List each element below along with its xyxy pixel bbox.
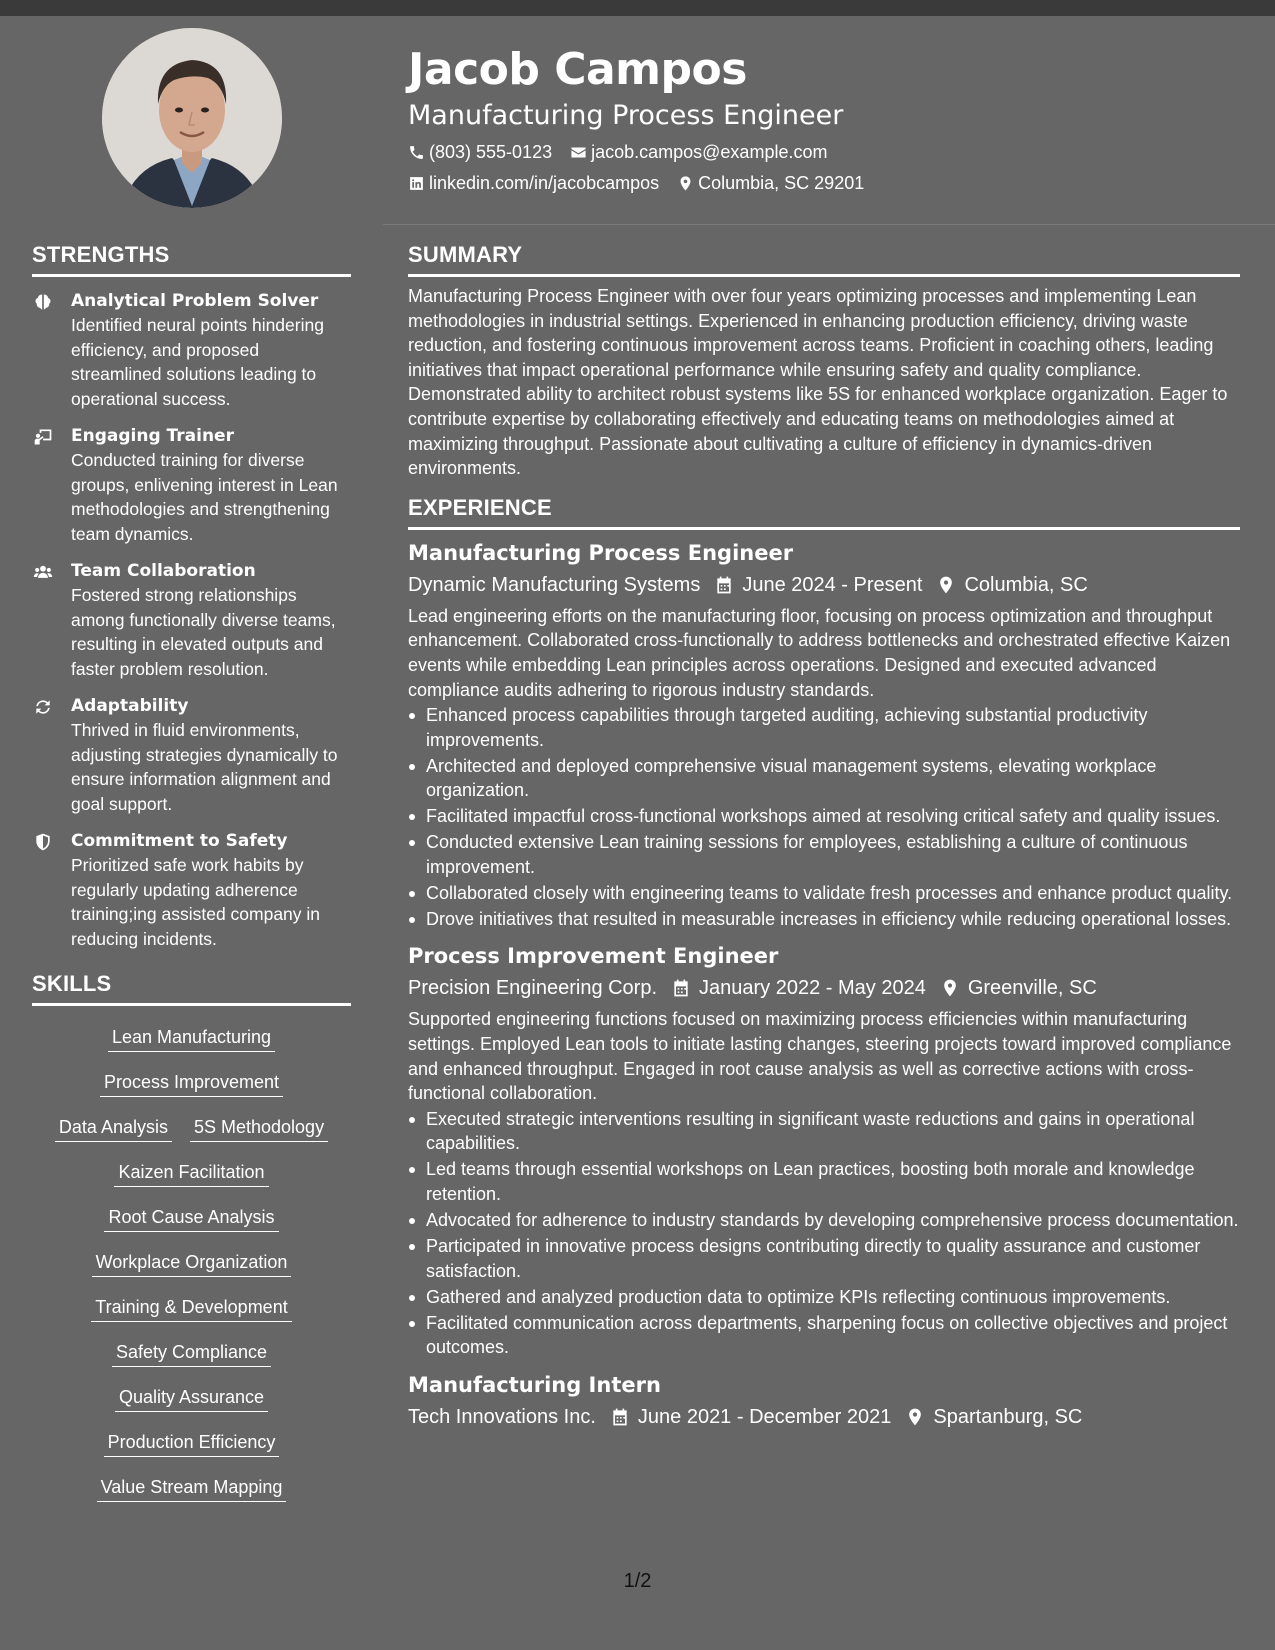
header-divider bbox=[383, 224, 1275, 225]
top-bar bbox=[0, 0, 1275, 16]
bullet-item: Led teams through essential workshops on Lean practices, boosting both morale and knowledge retention. bbox=[408, 1157, 1240, 1206]
contact-line-2 bbox=[408, 170, 1248, 196]
strength-desc: Prioritized safe work habits by regularly updating adherence training;ing assisted company in reducing incidents. bbox=[71, 855, 321, 949]
candidate-name: Jacob Campos bbox=[408, 44, 747, 95]
skill-tag: Production Efficiency bbox=[104, 1429, 280, 1457]
bullet-item: Conducted extensive Lean training sessions for employees, establishing a culture of continuous improvement. bbox=[408, 830, 1240, 879]
job-company: Dynamic Manufacturing Systems bbox=[408, 573, 701, 596]
candidate-title: Manufacturing Process Engineer bbox=[408, 100, 844, 131]
linkedin-icon bbox=[408, 175, 425, 192]
right-column bbox=[408, 240, 1240, 1432]
strength-title: Team Collaboration bbox=[71, 561, 256, 581]
job-meta bbox=[408, 1402, 1240, 1432]
bullet-item: Enhanced process capabilities through targeted auditing, achieving substantial productivity improvements. bbox=[408, 703, 1240, 752]
skill-tag: Root Cause Analysis bbox=[104, 1204, 278, 1232]
strength-title: Adaptability bbox=[71, 696, 189, 716]
skills-list bbox=[32, 1016, 351, 1511]
skill-tag: Kaizen Facilitation bbox=[114, 1159, 268, 1187]
job-entry bbox=[408, 538, 1240, 932]
left-column bbox=[32, 240, 351, 1511]
linkedin-contact[interactable] bbox=[408, 170, 659, 196]
summary-text: Manufacturing Process Engineer with over four years optimizing processes and implementing Lean methodologies in industrial settings. Experienced in enhancing production efficiency, driving waste reduction, and fostering continuous improvement across teams. Proficient in coaching others, leading initiatives that impact operational performance while ensuring safety and quality compliance. Demonstrated ability to architect robust systems like 5S for enhanced workplace organization. Eager to contribute expertise by collaborating effectively and educating teams on methodologies aimed at maximizing throughput. Passionate about cultivating a culture of efficiency in dynamics-driven environments. bbox=[408, 286, 1228, 479]
job-title: Manufacturing Process Engineer bbox=[408, 540, 794, 565]
bullet-item: Executed strategic interventions resulting in significant waste reductions and gains in operational capabilities. bbox=[408, 1107, 1240, 1156]
skill-tag: Data Analysis bbox=[55, 1114, 172, 1142]
job-bullets bbox=[408, 703, 1240, 931]
strengths-list bbox=[32, 289, 351, 951]
strength-item bbox=[32, 424, 351, 546]
skill-tag: Safety Compliance bbox=[112, 1339, 271, 1367]
contact-line-1 bbox=[408, 139, 1248, 165]
bullet-item: Facilitated impactful cross-functional workshops aimed at resolving critical safety and quality issues. bbox=[408, 804, 1240, 829]
job-company: Precision Engineering Corp. bbox=[408, 977, 658, 1000]
map-pin-icon bbox=[677, 175, 694, 192]
profile-photo bbox=[102, 28, 282, 208]
map-pin-icon bbox=[940, 978, 960, 998]
bullet-item: Architected and deployed comprehensive visual management systems, elevating workplace organization. bbox=[408, 754, 1240, 803]
strength-item bbox=[32, 559, 351, 681]
skill-tag: Value Stream Mapping bbox=[97, 1474, 287, 1502]
job-entry bbox=[408, 1370, 1240, 1432]
skill-tag: Training & Development bbox=[91, 1294, 291, 1322]
phone-contact[interactable] bbox=[408, 139, 552, 165]
envelope-icon bbox=[570, 144, 587, 161]
page-number: 1/2 bbox=[623, 1570, 652, 1592]
job-meta bbox=[408, 973, 1240, 1003]
summary-heading: SUMMARY bbox=[408, 240, 1240, 277]
experience-heading: EXPERIENCE bbox=[408, 493, 1240, 530]
linkedin-text: linkedin.com/in/jacobcampos bbox=[429, 173, 660, 193]
bullet-item: Advocated for adherence to industry standards by developing comprehensive process documentation. bbox=[408, 1208, 1240, 1233]
phone-text: (803) 555-0123 bbox=[429, 142, 553, 162]
skill-tag: 5S Methodology bbox=[190, 1114, 328, 1142]
strength-title: Engaging Trainer bbox=[71, 426, 234, 446]
job-title: Process Improvement Engineer bbox=[408, 944, 779, 969]
bullet-item: Collaborated closely with engineering teams to validate fresh processes and enhance product quality. bbox=[408, 881, 1240, 906]
strength-title: Commitment to Safety bbox=[71, 831, 288, 851]
job-dates: June 2021 - December 2021 bbox=[637, 1405, 892, 1428]
skill-tag: Process Improvement bbox=[100, 1069, 283, 1097]
strength-item bbox=[32, 289, 351, 411]
location-text: Columbia, SC 29201 bbox=[698, 173, 865, 193]
email-contact[interactable] bbox=[570, 139, 827, 165]
job-bullets bbox=[408, 1107, 1240, 1360]
strength-desc: Thrived in fluid environments, adjusting strategies dynamically to ensure information alignment and goal support. bbox=[71, 720, 338, 814]
job-location: Greenville, SC bbox=[967, 977, 1097, 1000]
calendar-icon bbox=[610, 1407, 630, 1427]
job-dates: June 2024 - Present bbox=[742, 573, 923, 596]
job-title: Manufacturing Intern bbox=[408, 1372, 661, 1397]
skill-tag: Lean Manufacturing bbox=[108, 1024, 275, 1052]
job-location: Columbia, SC bbox=[964, 573, 1088, 596]
job-description: Lead engineering efforts on the manufacturing floor, focusing on process optimization and throughput enhancement. Collaborated cross-functionally to address bottlenecks and orchestrated effective Kaizen events while embedding Lean principles across operations. Designed and executed advanced compliance audits adhering to rigorous industry standards. bbox=[408, 605, 1231, 700]
brain-icon bbox=[32, 292, 54, 312]
phone-icon bbox=[408, 144, 425, 161]
strength-item bbox=[32, 829, 351, 951]
map-pin-icon bbox=[905, 1407, 925, 1427]
users-icon bbox=[32, 562, 54, 582]
chalkboard-teacher-icon bbox=[32, 427, 54, 447]
calendar-icon bbox=[671, 978, 691, 998]
job-description: Supported engineering functions focused on maximizing process efficiencies within manufacturing settings. Employed Lean tools to initiate lasting changes, steering projects toward improved compliance and enhanced throughput. Engaged in root cause analysis as well as corrective actions with cross-functional collaboration. bbox=[408, 1009, 1232, 1104]
location-contact bbox=[677, 170, 864, 196]
job-entry bbox=[408, 941, 1240, 1359]
strength-desc: Conducted training for diverse groups, enlivening interest in Lean methodologies and strengthening team dynamics. bbox=[71, 450, 338, 544]
map-pin-icon bbox=[936, 575, 956, 595]
strength-title: Analytical Problem Solver bbox=[71, 291, 319, 311]
bullet-item: Drove initiatives that resulted in measurable increases in efficiency while reducing operational losses. bbox=[408, 907, 1240, 932]
strength-desc: Identified neural points hindering efficiency, and proposed streamlined solutions leading to operational success. bbox=[71, 315, 324, 409]
strengths-heading: STRENGTHS bbox=[32, 240, 351, 277]
bullet-item: Gathered and analyzed production data to optimize KPIs reflecting continuous improvements. bbox=[408, 1285, 1240, 1310]
strength-desc: Fostered strong relationships among functionally diverse teams, resulting in elevated outputs and faster problem resolution. bbox=[71, 585, 336, 679]
shield-icon bbox=[32, 832, 54, 852]
skill-tag: Workplace Organization bbox=[92, 1249, 292, 1277]
job-dates: January 2022 - May 2024 bbox=[699, 977, 926, 1000]
resume-header bbox=[408, 42, 1248, 196]
job-company: Tech Innovations Inc. bbox=[408, 1405, 596, 1428]
skills-heading: SKILLS bbox=[32, 969, 351, 1006]
bullet-item: Participated in innovative process designs contributing directly to quality assurance and customer satisfaction. bbox=[408, 1234, 1240, 1283]
skill-tag: Quality Assurance bbox=[115, 1384, 268, 1412]
job-location: Spartanburg, SC bbox=[933, 1405, 1083, 1428]
email-text: jacob.campos@example.com bbox=[591, 142, 828, 162]
strength-item bbox=[32, 694, 351, 816]
calendar-icon bbox=[714, 575, 734, 595]
job-meta bbox=[408, 570, 1240, 600]
bullet-item: Facilitated communication across departments, sharpening focus on collective objectives and project outcomes. bbox=[408, 1311, 1240, 1360]
sync-icon bbox=[32, 697, 54, 717]
